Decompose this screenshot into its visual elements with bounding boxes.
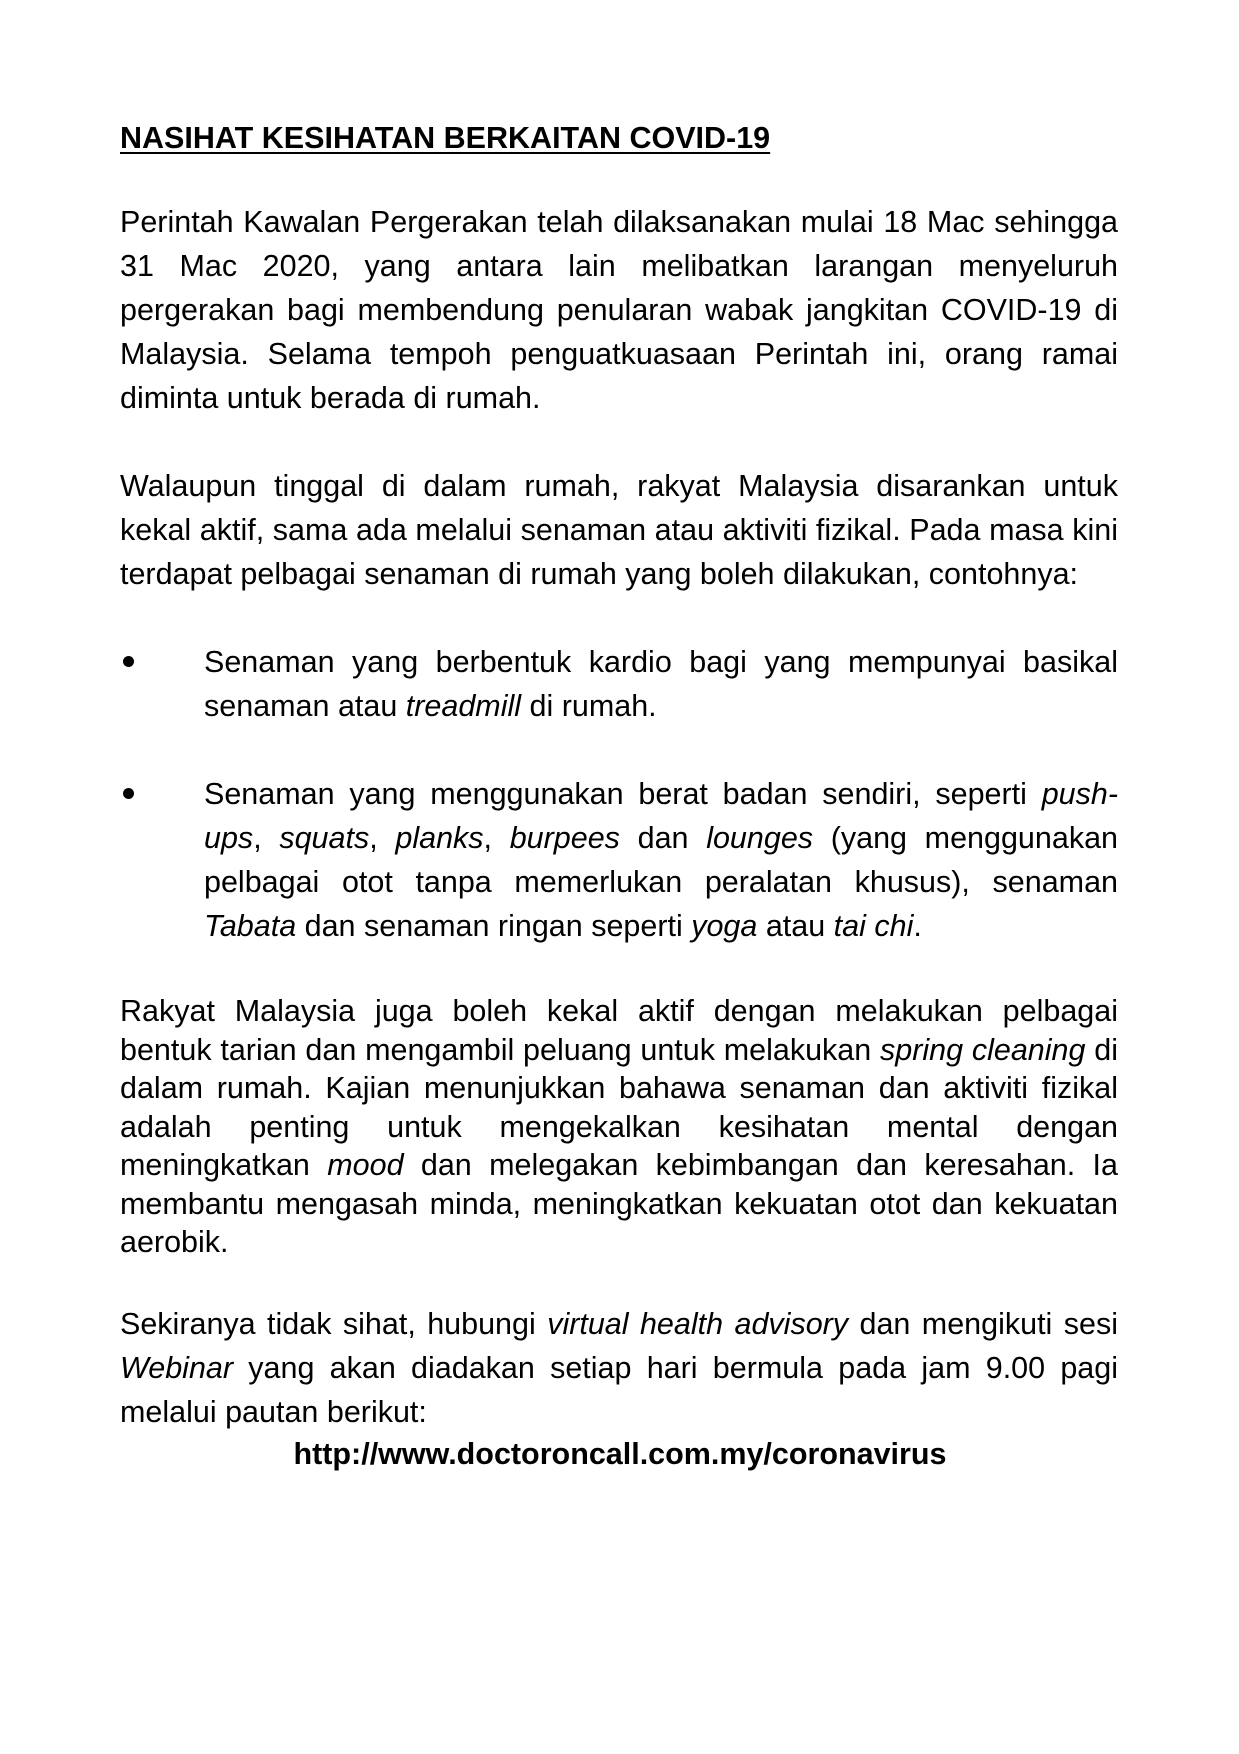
bullet-icon: [123, 788, 134, 799]
paragraph-benefits: Rakyat Malaysia juga boleh kekal aktif dengan melakukan pelbagai bentuk tarian dan mengambil peluang untuk melakukan spring cleaning di dalam rumah. Kajian menunjukkan bahawa senaman dan aktiviti fizikal adalah penting untuk mengekalkan kesihatan mental dengan meningkatkan mood dan melegakan kebimbangan dan keresahan. Ia membantu mengasah minda, meningkatkan kekuatan otot dan kekuatan aerobik.: [120, 994, 1118, 1259]
paragraph-movement-control: Perintah Kawalan Pergerakan telah dilaksanakan mulai 18 Mac sehingga 31 Mac 2020, yang antara lain melibatkan larangan menyeluruh pergerakan bagi membendung penularan wabak jangkitan COVID-19 di Malaysia. Selama tempoh penguatkuasaan Perintah ini, orang ramai diminta untuk berada di rumah.: [120, 205, 1118, 415]
list-item-cardio: Senaman yang berbentuk kardio bagi yang mempunyai basikal senaman atau treadmill di rumah.: [120, 640, 1118, 728]
paragraph-stay-active: Walaupun tinggal di dalam rumah, rakyat Malaysia disarankan untuk kekal aktif, sama ada melalui senaman atau aktiviti fizikal. Pada masa kini terdapat pelbagai senaman di rumah yang boleh dilakukan, contohnya:: [120, 469, 1118, 591]
bullet-icon: [123, 656, 134, 667]
page-title: NASIHAT KESIHATAN BERKAITAN COVID-19: [120, 121, 771, 155]
paragraph-webinar: Sekiranya tidak sihat, hubungi virtual health advisory dan mengikuti sesi Webinar yang akan diadakan setiap hari bermula pada jam 9.00 pagi melalui pautan berikut:: [120, 1306, 1118, 1429]
list-item-bodyweight: Senaman yang menggunakan berat badan sendiri, seperti push-ups, squats, planks, burpees dan lounges (yang menggunakan pelbagai otot tanpa memerlukan peralatan khusus), senaman Tabata dan senaman ringan seperti yoga atau tai chi.: [120, 772, 1118, 948]
document-page: [120, 118, 1118, 1474]
exercise-list: [120, 640, 1118, 948]
website-link[interactable]: http://www.doctoroncall.com.my/coronavirus: [293, 1436, 947, 1471]
